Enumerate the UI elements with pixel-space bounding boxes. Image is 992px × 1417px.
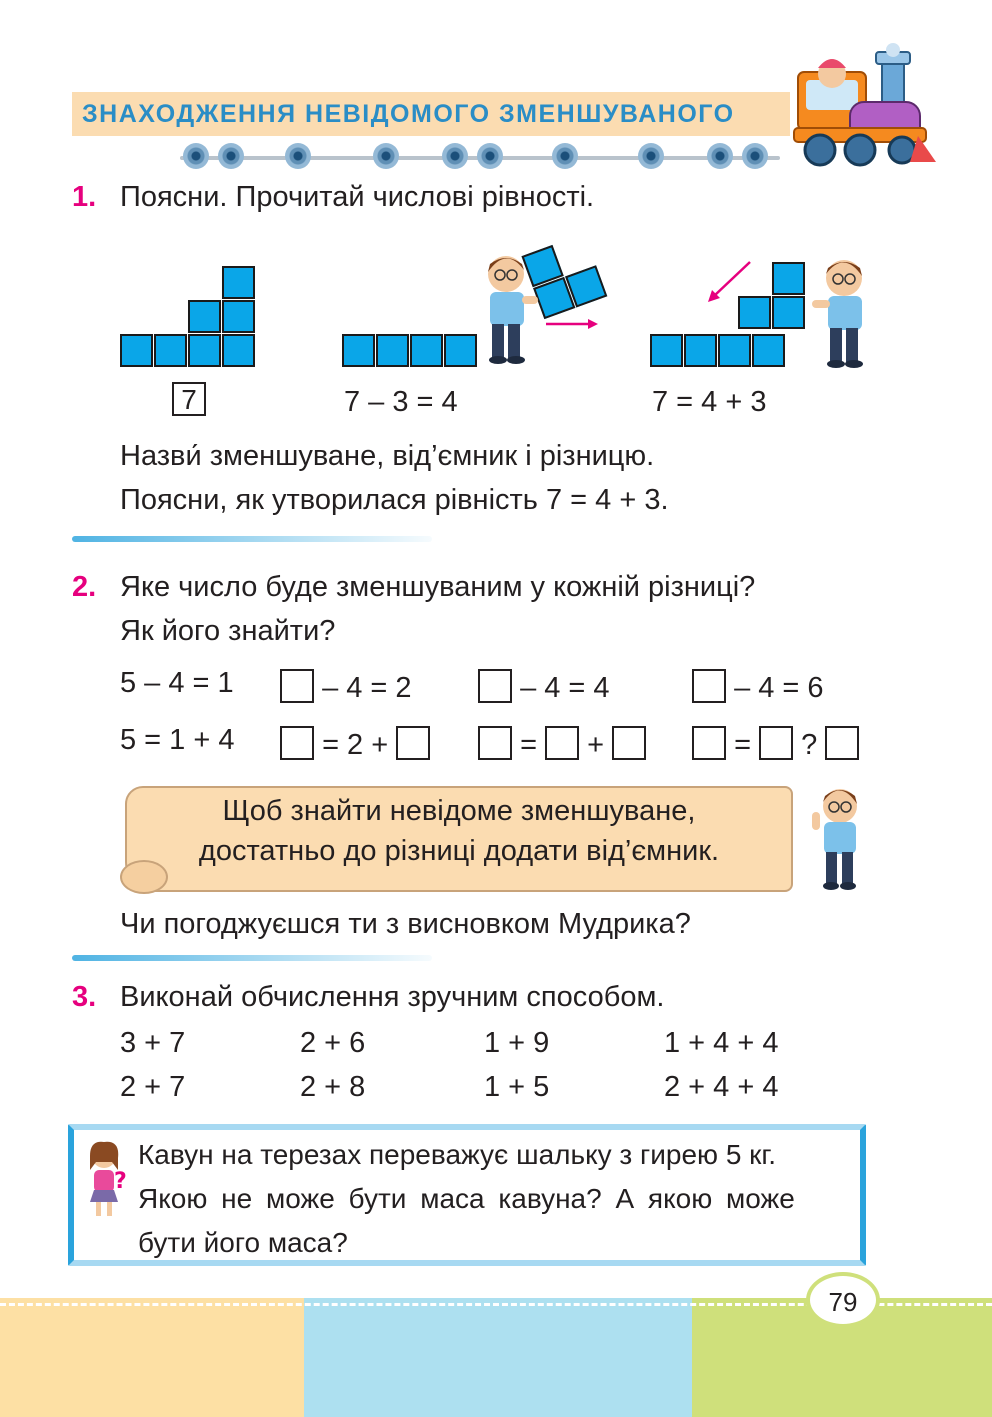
boy-illustration [810,254,874,370]
answer-box[interactable] [478,726,512,760]
girl-question-icon [84,1140,128,1222]
arrow-down-left-icon [704,260,754,306]
puzzle-text: бути його маса? [138,1227,348,1258]
equation: = + [478,726,646,760]
page-title: ЗНАХОДЖЕННЯ НЕВІДОМОГО ЗМЕНШУВАНОГО [82,100,735,128]
equation: – 4 = 6 [692,669,824,703]
answer-box[interactable] [759,726,793,760]
wheel-icon [742,143,768,169]
equation: = ? [692,726,859,760]
puzzle-text: Якою не може бути маса кавуна? А якою може [138,1183,795,1214]
task-text-line: Назви́ зменшуване, від’ємник і різницю. [120,440,655,472]
svg-text:?: ? [114,1169,127,1194]
expression: 2 + 8 [300,1071,366,1103]
answer-box[interactable] [280,726,314,760]
expression: 1 + 4 + 4 [664,1027,779,1059]
task-prompt: Як його знайти? [120,615,336,647]
answer-box[interactable] [692,669,726,703]
task-prompt: Поясни. Прочитай числові рівності. [120,181,595,213]
expression: 2 + 7 [120,1071,186,1103]
wheel-icon [477,143,503,169]
caption-equation: 7 = 4 + 3 [652,386,767,418]
wheel-icon [442,143,468,169]
section-divider [72,536,432,542]
equation: 5 = 1 + 4 [120,724,235,756]
answer-box[interactable] [478,669,512,703]
answer-box[interactable] [612,726,646,760]
equation: = 2 + [280,726,430,760]
answer-box[interactable] [545,726,579,760]
rule-text: Щоб знайти невідоме зменшуване, [222,795,696,827]
footer-band [0,1298,304,1417]
page-number: 79 [828,1287,858,1317]
equation: 5 – 4 = 1 [120,667,234,699]
wheel-icon [707,143,733,169]
task-question: Чи погоджуєшся ти з висновком Мудрика? [120,908,691,940]
task-number: 3. [72,981,97,1013]
expression: 3 + 7 [120,1027,186,1059]
section-divider [72,955,432,961]
wheel-icon [218,143,244,169]
boy-illustration [476,250,540,366]
wheel-icon [285,143,311,169]
expression: 2 + 6 [300,1027,366,1059]
footer-band [304,1298,692,1417]
task-number: 1. [72,181,97,213]
arrow-right-icon [544,316,600,332]
answer-box[interactable] [825,726,859,760]
task-number: 2. [72,571,97,603]
expression: 1 + 9 [484,1027,550,1059]
task-prompt: Яке число буде зменшуваним у кожній різниці? [120,571,756,603]
wheel-icon [638,143,664,169]
wheel-icon [183,143,209,169]
boy-illustration [808,782,868,894]
answer-box[interactable] [692,726,726,760]
caption-equation: 7 – 3 = 4 [344,386,458,418]
answer-box[interactable] [396,726,430,760]
locomotive-illustration [790,40,940,170]
equation: – 4 = 4 [478,669,610,703]
rule-text: достатньо до різниці додати від’ємник. [198,835,720,867]
puzzle-text: Кавун на терезах переважує шальку з гирею 5 кг. [138,1139,776,1170]
expression: 2 + 4 + 4 [664,1071,779,1103]
task-text-line: Поясни, як утворилася рівність 7 = 4 + 3. [120,484,669,516]
caption-box: 7 [172,382,206,416]
wheel-icon [552,143,578,169]
expression: 1 + 5 [484,1071,550,1103]
wheel-icon [373,143,399,169]
answer-box[interactable] [280,669,314,703]
task-prompt: Виконай обчислення зручним способом. [120,981,665,1013]
equation: – 4 = 2 [280,669,412,703]
